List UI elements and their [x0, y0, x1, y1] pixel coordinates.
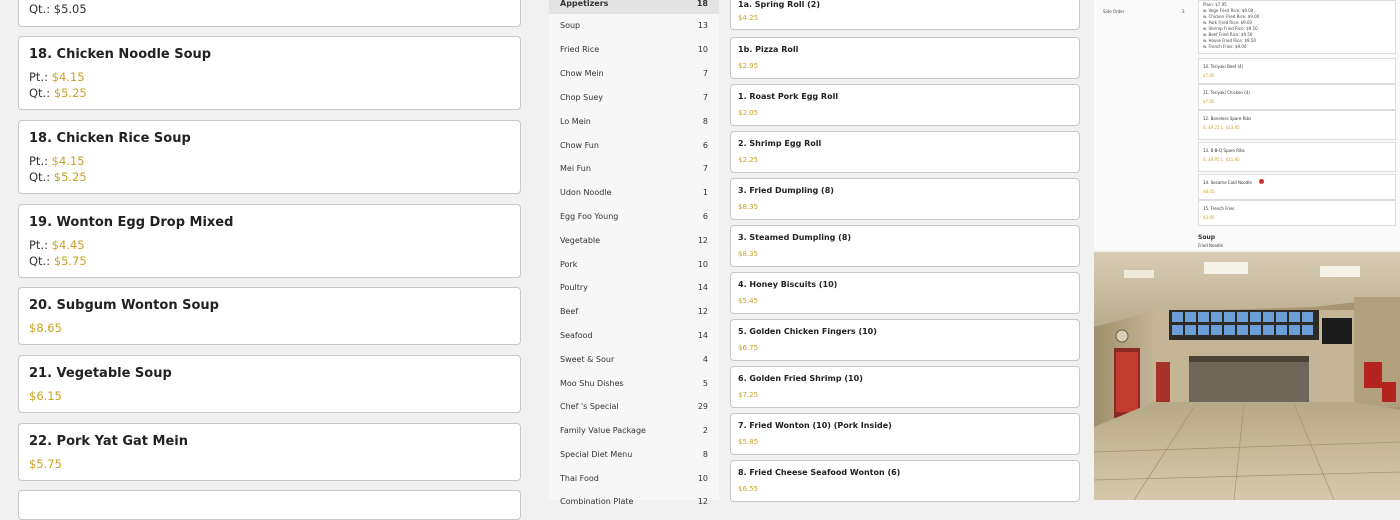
menu-item-card[interactable]: [730, 366, 1080, 408]
soup-price-line: Qt.: $5.05: [29, 2, 87, 16]
category-item-chefs-special[interactable]: Chef 's Special 29: [560, 402, 708, 411]
thumb-side-count: 3: [1182, 9, 1185, 14]
menu-item-card[interactable]: [730, 413, 1080, 455]
category-item-sweet-sour[interactable]: Sweet & Sour 4: [560, 355, 708, 364]
soup-name: 22. Pork Yat Gat Mein: [29, 434, 188, 449]
thumb-section-title: Soup: [1198, 234, 1216, 241]
menu-item-price: $2.05: [738, 109, 759, 117]
menu-item-name: 1. Roast Pork Egg Roll: [738, 92, 839, 101]
category-item-chow-fun[interactable]: Chow Fun 6: [560, 141, 708, 150]
soup-card-partial[interactable]: [18, 0, 521, 27]
menu-item-price: $8.35: [738, 250, 759, 258]
soup-card[interactable]: [18, 423, 521, 481]
menu-item-price: $6.75: [738, 344, 759, 352]
soup-price-line: Qt.: $5.75: [29, 254, 87, 268]
soup-price: $6.15: [29, 389, 62, 403]
category-item-poultry[interactable]: Poultry 14: [560, 283, 708, 292]
menu-item-name: 8. Fried Cheese Seafood Wonton (6): [738, 468, 901, 477]
soup-card[interactable]: [18, 355, 521, 413]
menu-thumbnail: [1094, 0, 1400, 250]
thumb-item: 10. Teriyaki Beef (4) $7.95: [1198, 58, 1396, 84]
soup-price: $8.65: [29, 321, 62, 335]
category-item-udon-noodle[interactable]: Udon Noodle 1: [560, 188, 708, 197]
category-item-egg-foo-young[interactable]: Egg Foo Young 6: [560, 212, 708, 221]
menu-item-name: 1b. Pizza Roll: [738, 45, 799, 54]
menu-item-price: $8.35: [738, 203, 759, 211]
appetizer-list: [722, 0, 1090, 500]
menu-item-card[interactable]: [730, 178, 1080, 220]
thumb-item: 14. Sesame Cold Noodle $8.45: [1198, 174, 1396, 200]
menu-item-name: 5. Golden Chicken Fingers (10): [738, 327, 877, 336]
thumb-item: 13. B-B-Q Spare Ribs S: $9.95 L: $15.95: [1198, 142, 1396, 172]
menu-item-card[interactable]: [730, 225, 1080, 267]
soup-name: 19. Wonton Egg Drop Mixed: [29, 215, 234, 230]
category-item-lo-mein[interactable]: Lo Mein 8: [560, 117, 708, 126]
category-item-special-diet[interactable]: Special Diet Menu 8: [560, 450, 708, 459]
menu-item-card[interactable]: [730, 84, 1080, 126]
category-sidebar: [549, 0, 719, 506]
soup-card[interactable]: [18, 204, 521, 278]
category-item-chop-suey[interactable]: Chop Suey 7: [560, 93, 708, 102]
menu-item-card[interactable]: [730, 0, 1080, 30]
soup-card[interactable]: [18, 120, 521, 194]
menu-item-name: 2. Shrimp Egg Roll: [738, 139, 822, 148]
category-item-family-value[interactable]: Family Value Package 2: [560, 426, 708, 435]
menu-item-price: $7.25: [738, 391, 759, 399]
category-item-beef[interactable]: Beef 12: [560, 307, 708, 316]
menu-item-price: $4.25: [738, 14, 759, 22]
category-item-moo-shu[interactable]: Moo Shu Dishes 5: [560, 379, 708, 388]
soup-name: 18. Chicken Noodle Soup: [29, 47, 212, 62]
soup-price-line: Qt.: $5.25: [29, 170, 87, 184]
category-item-combination-plate[interactable]: Combination Plate 12: [560, 497, 708, 506]
menu-item-card[interactable]: [730, 460, 1080, 502]
category-item-appetizers[interactable]: Appetizers 18: [549, 0, 719, 14]
soup-price-line: Qt.: $5.25: [29, 86, 87, 100]
restaurant-interior-photo: [1094, 252, 1400, 500]
menu-item-price: $2.95: [738, 62, 759, 70]
menu-item-card[interactable]: [730, 319, 1080, 361]
menu-item-price: $5.85: [738, 438, 759, 446]
menu-item-name: 4. Honey Biscuits (10): [738, 280, 838, 289]
soup-name: 18. Chicken Rice Soup: [29, 131, 191, 146]
thumb-top-box: Plain: $7.95 w. Vege Fried Rice: $9.00 w. Chicken Fried Rice: $9.00 w. Pork Fried Rice: $9.00 w. Shrimp Fried Rice: $9.50 w. Beef Fried Rice: $9.50 w. House Fried Rice: $9.50 w. French Fries: $9.00: [1198, 0, 1396, 54]
category-item-chow-mein[interactable]: Chow Mein 7: [560, 69, 708, 78]
thumb-item: 12. Boneless Spare Ribs S: $9.25 L: $13.85: [1198, 110, 1396, 140]
menu-item-name: 3. Steamed Dumpling (8): [738, 233, 852, 242]
thumb-side-label: Side Order: [1103, 9, 1125, 14]
category-item-fried-rice[interactable]: Fried Rice 10: [560, 45, 708, 54]
menu-item-price: $6.55: [738, 485, 759, 493]
menu-item-card[interactable]: [730, 131, 1080, 173]
soup-name: 21. Vegetable Soup: [29, 366, 172, 381]
soup-card[interactable]: [18, 36, 521, 110]
thumb-bottom-line: Fried Noodle: [1198, 243, 1224, 248]
soup-price: $5.75: [29, 457, 62, 471]
restaurant-photo-image: [1094, 252, 1400, 500]
menu-item-name: 1a. Spring Roll (2): [738, 0, 820, 9]
menu-item-name: 6. Golden Fried Shrimp (10): [738, 374, 863, 383]
menu-item-name: 3. Fried Dumpling (8): [738, 186, 834, 195]
soup-price-line: Pt.: $4.15: [29, 70, 85, 84]
menu-item-card[interactable]: [730, 272, 1080, 314]
spicy-icon: [1259, 179, 1264, 184]
thumb-item: 15. French Fries $3.95: [1198, 200, 1396, 226]
category-item-vegetable[interactable]: Vegetable 12: [560, 236, 708, 245]
thumb-item: 11. Teriyaki Chicken (4) $7.95: [1198, 84, 1396, 110]
menu-item-price: $5.45: [738, 297, 759, 305]
soup-card-partial[interactable]: [18, 490, 521, 520]
soup-name: 20. Subgum Wonton Soup: [29, 298, 219, 313]
category-item-thai-food[interactable]: Thai Food 10: [560, 474, 708, 483]
soup-price-line: Pt.: $4.15: [29, 154, 85, 168]
soup-card[interactable]: [18, 287, 521, 345]
menu-item-card[interactable]: [730, 37, 1080, 79]
menu-item-price: $2.25: [738, 156, 759, 164]
category-item-mei-fun[interactable]: Mei Fun 7: [560, 164, 708, 173]
category-item-soup[interactable]: Soup 13: [560, 21, 708, 30]
soup-list: [0, 0, 540, 500]
soup-price-line: Pt.: $4.45: [29, 238, 85, 252]
menu-item-name: 7. Fried Wonton (10) (Pork Inside): [738, 421, 892, 430]
category-item-pork[interactable]: Pork 10: [560, 260, 708, 269]
category-item-seafood[interactable]: Seafood 14: [560, 331, 708, 340]
